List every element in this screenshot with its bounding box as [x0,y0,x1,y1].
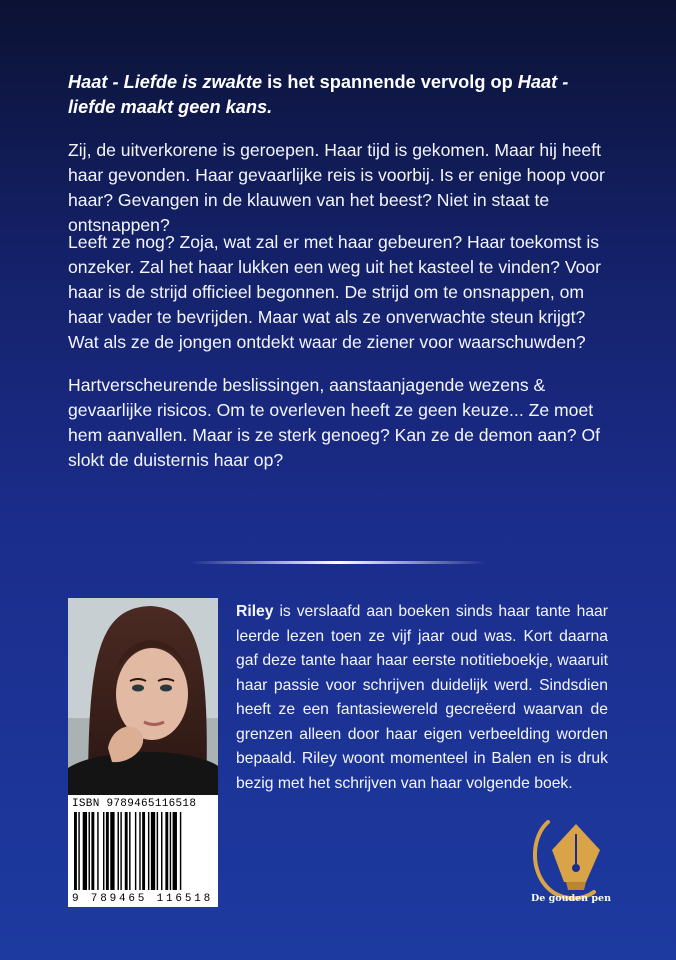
isbn-label: ISBN 9789465116518 [72,798,197,810]
isbn-digits: 9 789465 116518 [72,893,214,905]
blurb-paragraph-3: Hartverscheurende beslissingen, aanstaanjagende wezens & gevaarlijke risicos. Om te overleven heeft ze geen keuze... Ze moet hem aanvallen. Maar is ze sterk genoeg? Kan ze de demon aan? Of slokt de duisternis haar op? [68,375,601,470]
barcode-bar [120,812,121,890]
barcode-bar [83,812,87,890]
barcode-bar [91,812,94,890]
barcode-bar [97,812,98,890]
barcode-bar [148,812,149,890]
barcode-bar [142,812,145,890]
barcode-bar [161,812,162,890]
barcode-bar [74,812,77,890]
barcode-bar [129,812,130,890]
barcode-bar [173,812,177,890]
intro-middle-text: is het spannende vervolg op [262,72,518,92]
barcode-bar [170,812,171,890]
barcode-bar [151,812,155,890]
barcode-bar [110,812,114,890]
intro-title-2: Haat - liefde maakt geen kans. [68,72,569,117]
intro-title-1: Haat - Liefde is zwakte [68,72,263,92]
barcode-bar [118,812,119,890]
barcode-bar [157,812,158,890]
divider-line [190,561,486,564]
barcode-bar [165,812,168,890]
intro-paragraph [68,70,608,120]
barcode-bar [135,812,136,890]
blurb-paragraph-1: Zij, de uitverkorene is geroepen. Haar tijd is gekomen. Maar hij heeft haar gevonden. Haar gevaarlijke reis is voorbij. Is er enige hoop voor haar? Gevangen in de klauwen van het beest? Niet in staat te ontsnappen? [68,140,605,235]
barcode-bar [180,812,181,890]
author-name: Riley [236,603,274,620]
barcode-bar [106,812,109,890]
isbn-barcode [68,795,218,907]
barcode-bars [74,812,212,890]
barcode-bar [139,812,140,890]
author-bio-text: is verslaafd aan boeken sinds haar tante haar leerde lezen toen ze vijf jaar oud was. Kort daarna gaf deze tante haar haar eerste notitieboekje, waaruit haar passie voor schrijven duidelijk werd. Sindsdien heeft ze een fantasiewereld gecreëerd waarvan de grenzen alleen door haar eigen verbeelding worden bepaald. Riley woont momenteel in Balen en is druk bezig met het schrijven van haar volgende boek. [236,603,608,792]
barcode-bar [89,812,90,890]
barcode-bar [103,812,104,890]
barcode-bar [125,812,128,890]
author-photo [68,598,218,796]
author-bio [236,600,608,796]
blurb-paragraph-2: Leeft ze nog? Zoja, wat zal er met haar gebeuren? Haar toekomst is onzeker. Zal het haar lukken een weg uit het kasteel te vinden? Voor haar is de strijd officieel begonnen. De strijd om te onsnappen, om haar vader te bevrijden. Maar wat als ze onverwachte steun krijgt? Wat als ze de jongen ontdekt waar de ziener voor waarschuwden? [68,232,602,352]
author-portrait-illustration [68,598,218,796]
barcode-bar [78,812,79,890]
publisher-name: De gouden pen [531,893,611,904]
